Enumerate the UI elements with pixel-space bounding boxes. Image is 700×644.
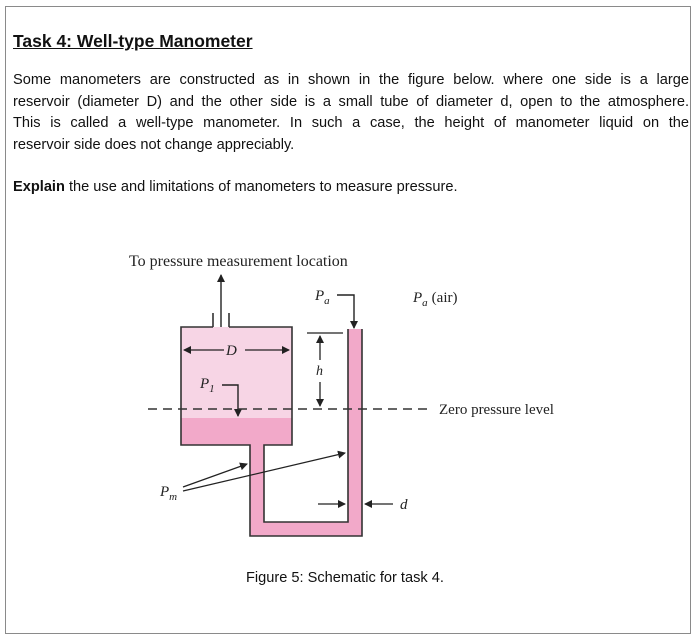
d-label: d bbox=[400, 497, 408, 513]
p1-label-main: P bbox=[200, 376, 210, 392]
h-label: h bbox=[316, 364, 323, 379]
para-line-3: This is called a well-type manometer. In such a case, the height of manometer liquid on the bbox=[13, 115, 689, 131]
reservoir-liquid bbox=[181, 418, 292, 445]
para-line-2: reservoir (diameter D) and the other side is a small tube of diameter d, open to the atmosphere. bbox=[13, 93, 689, 110]
pa-air-main: P bbox=[413, 290, 423, 306]
task-title: Task 4: Well-type Manometer bbox=[13, 31, 253, 51]
p1-label-sub: 1 bbox=[209, 383, 215, 395]
pa-air-label bbox=[412, 290, 457, 309]
pm-label-main: P bbox=[160, 484, 170, 500]
pa-label-sub: a bbox=[324, 295, 330, 307]
pa-arrow bbox=[337, 295, 354, 328]
top-label: To pressure measurement location bbox=[129, 253, 348, 270]
D-label: D bbox=[226, 343, 237, 359]
bottom-leg-liquid bbox=[250, 522, 362, 536]
para-line-1: Some manometers are constructed as in shown in the figure below. where one side is a large bbox=[13, 72, 689, 88]
pa-air-text: (air) bbox=[431, 290, 458, 306]
pa-label bbox=[314, 288, 330, 307]
figure-caption: Figure 5: Schematic for task 4. bbox=[246, 570, 444, 586]
pm-label bbox=[159, 484, 177, 503]
pm-label-sub: m bbox=[169, 491, 178, 503]
explain-rest: the use and limitations of manometers to measure pressure. bbox=[64, 179, 458, 195]
pa-air-sub: a bbox=[422, 297, 428, 309]
zero-pressure-label: Zero pressure level bbox=[439, 402, 554, 418]
para-line-4: reservoir side does not change appreciably. bbox=[13, 136, 295, 153]
explain-bold: Explain bbox=[13, 179, 65, 195]
pa-label-main: P bbox=[315, 288, 325, 304]
right-leg-liquid bbox=[348, 329, 362, 536]
